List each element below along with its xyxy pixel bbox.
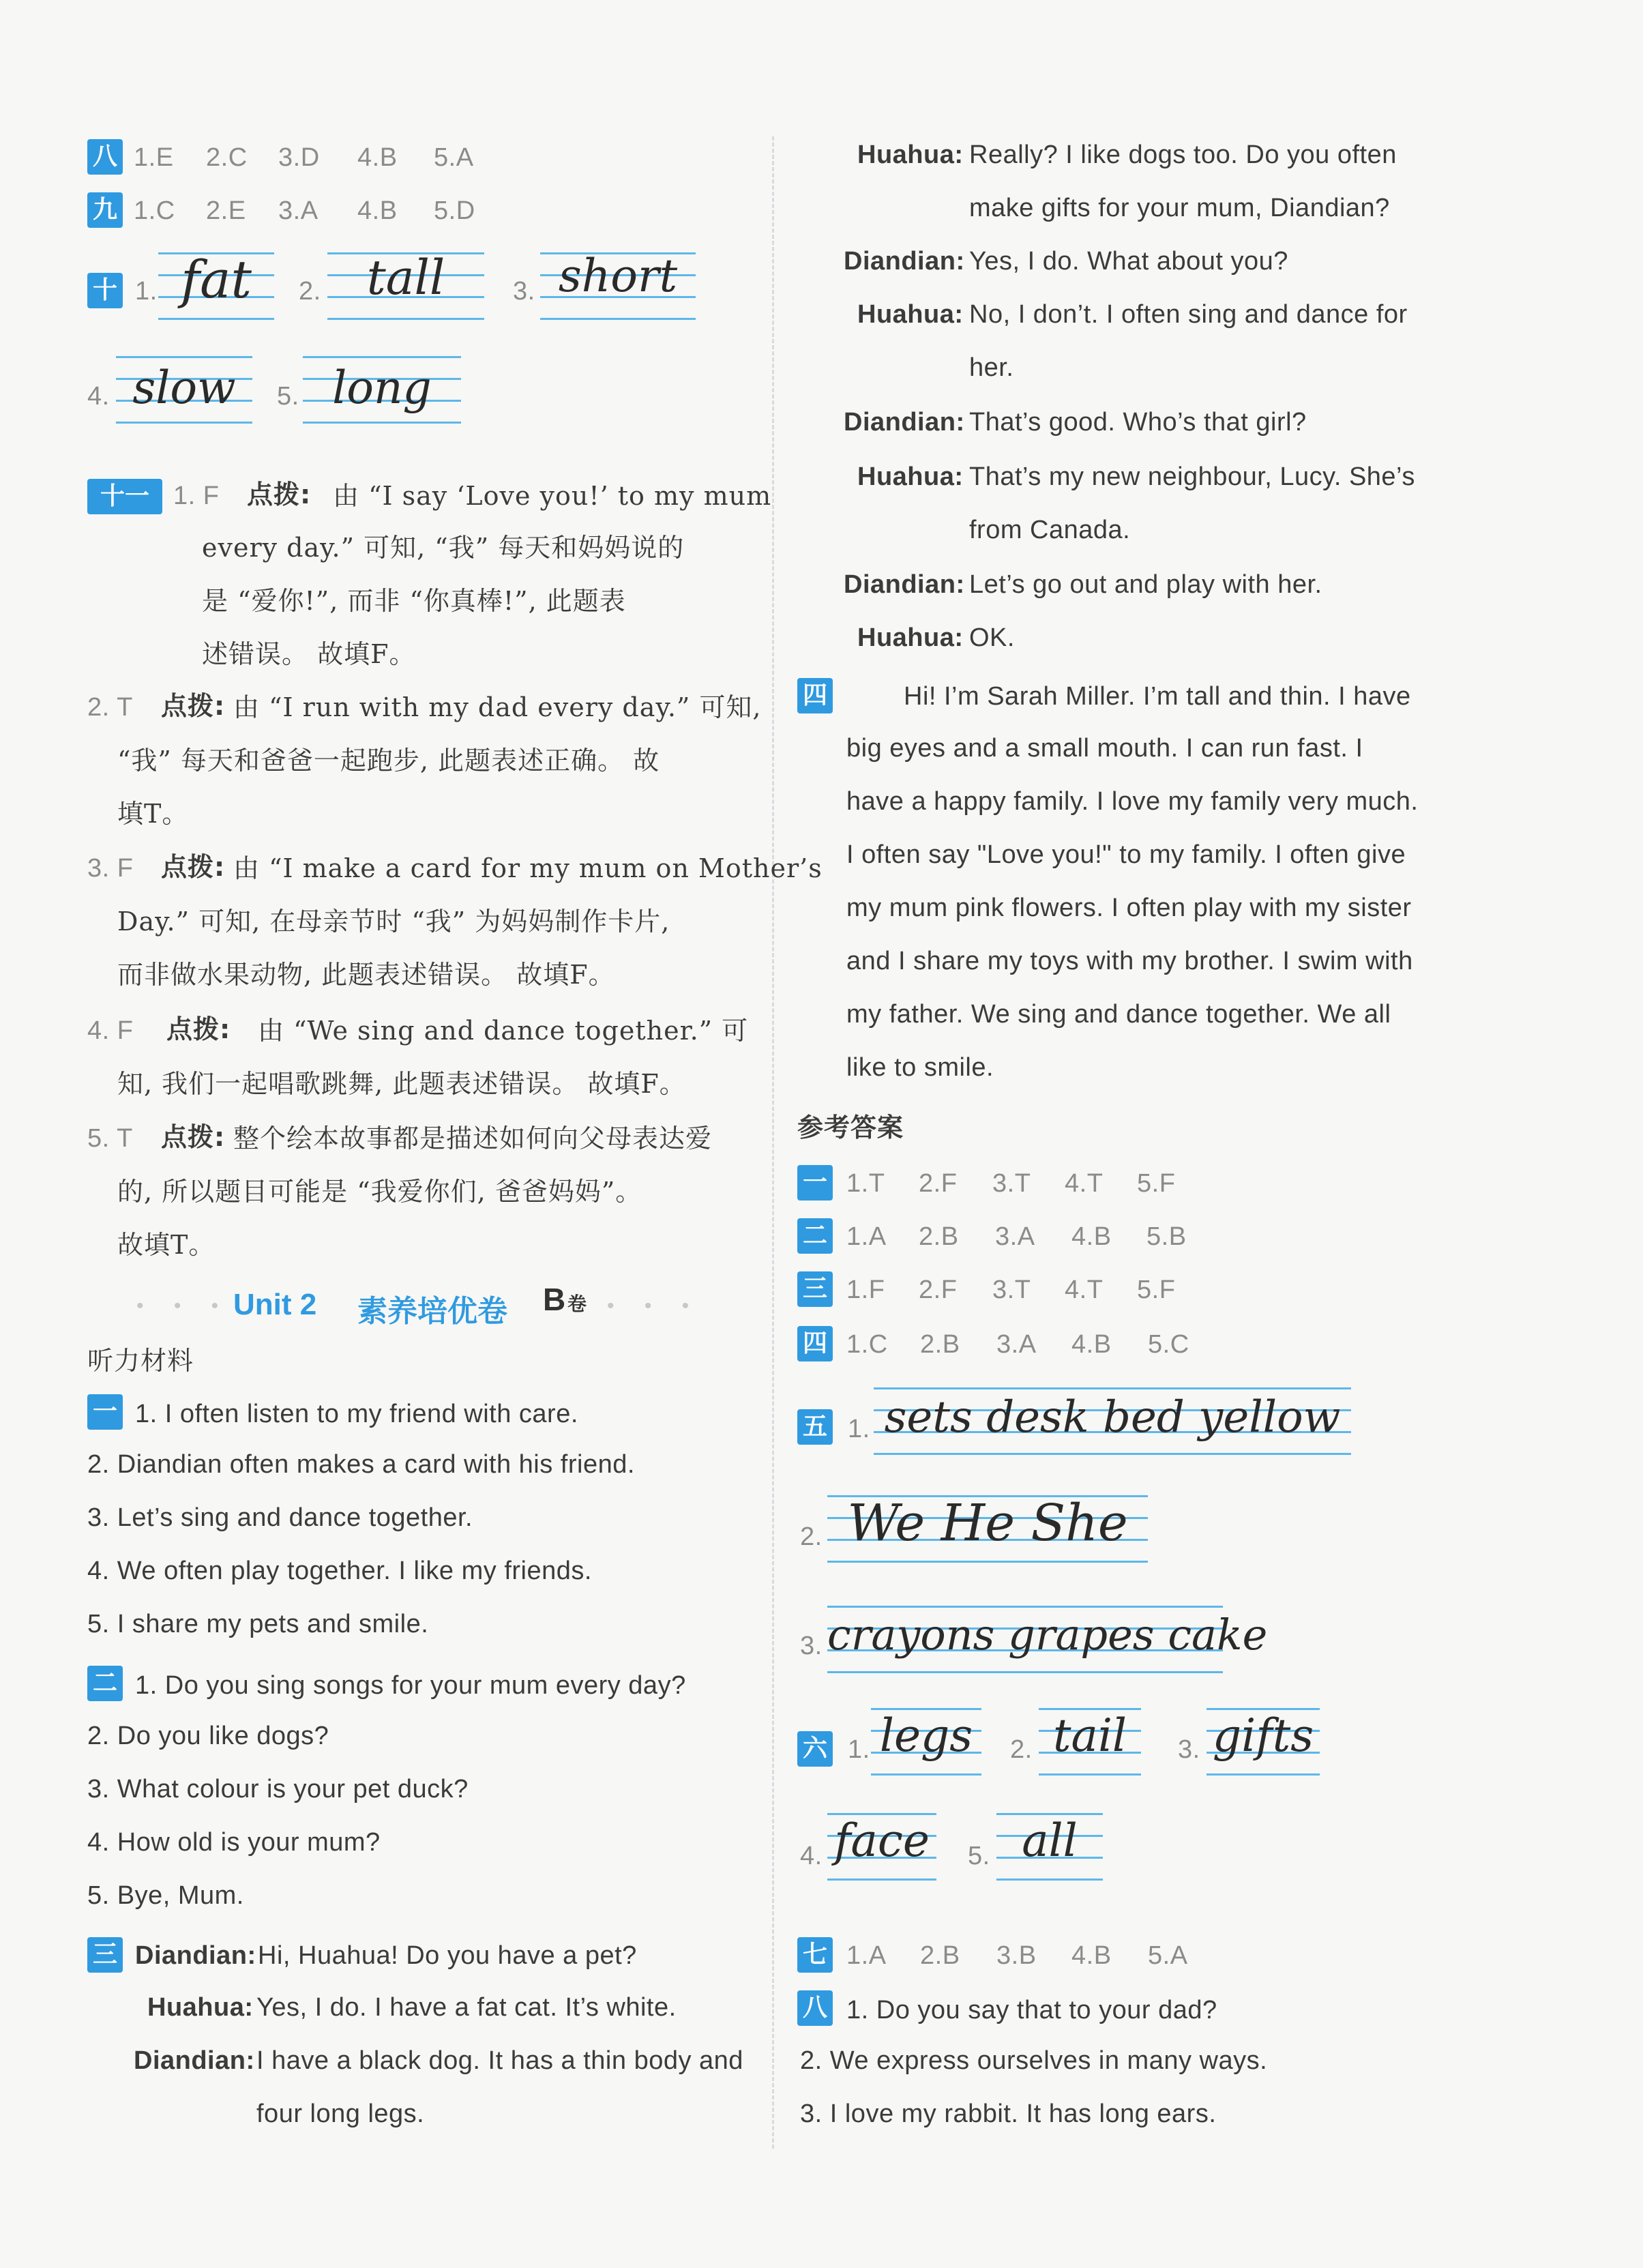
speaker: Diandian:: [134, 2046, 255, 2075]
section-badge: 九: [87, 192, 123, 228]
answer-item: 3.A: [996, 1330, 1037, 1359]
section-badge: 七: [797, 1937, 833, 1973]
handwriting-box: [871, 1703, 981, 1784]
listening-line: 5. I share my pets and smile.: [87, 1610, 429, 1638]
item-number: 3.: [800, 1632, 823, 1660]
answer-item: 2.E: [206, 196, 246, 225]
listening-line: 4. We often play together. I like my friends.: [87, 1557, 592, 1585]
answer-item: 4.B: [1071, 1941, 1112, 1970]
dialog-line: OK.: [969, 623, 1015, 652]
dialog-line: Hi, Huahua! Do you have a pet?: [258, 1941, 637, 1970]
answer-sentence: 2. We express ourselves in many ways.: [800, 2046, 1268, 2075]
passage-line: Hi! I’m Sarah Miller. I’m tall and thin. I have: [904, 682, 1411, 711]
handwriting-box: [158, 247, 274, 329]
speaker: Huahua:: [857, 300, 964, 329]
handwritten-answer: sets desk bed yellow: [884, 1392, 1341, 1443]
explanation-line: 填T。: [117, 799, 189, 829]
dialog-line: That’s good. Who’s that girl?: [969, 408, 1307, 437]
section-badge: 一: [87, 1394, 123, 1430]
answer-item: 4.T: [1065, 1169, 1104, 1198]
answer-item: 1.T: [846, 1169, 885, 1198]
answer-number: 1. F: [173, 482, 220, 510]
answer-item: 4.B: [1071, 1330, 1112, 1359]
handwritten-answer: crayons grapes cake: [827, 1610, 1268, 1660]
section-badge: 十一: [87, 479, 162, 514]
answer-item: 4.B: [357, 196, 398, 225]
answer-sentence: 1. Do you say that to your dad?: [846, 1996, 1217, 2024]
explanation-line: 由 “I make a card for my mum on Mother’s: [233, 853, 823, 883]
item-number: 2.: [299, 277, 321, 306]
passage-line: have a happy family. I love my family very much.: [846, 787, 1419, 816]
dialog-line: Yes, I do. What about you?: [969, 247, 1288, 276]
handwritten-answer: tail: [1052, 1709, 1127, 1762]
paper-suffix: 卷: [567, 1293, 588, 1315]
listening-line: 1. Do you sing songs for your mum every day?: [135, 1671, 686, 1700]
answer-item: 2.B: [920, 1941, 960, 1970]
tip-label: 点拨:: [161, 1122, 226, 1152]
listening-line: 3. Let’s sing and dance together.: [87, 1503, 473, 1532]
item-number: 2.: [800, 1522, 823, 1551]
handwriting-box: [996, 1808, 1103, 1889]
answer-item: 1.A: [846, 1941, 887, 1970]
dialog-line: from Canada.: [969, 516, 1131, 544]
answer-item: 1.C: [134, 196, 175, 225]
explanation-line: Day.” 可知, 在母亲节时 “我” 为妈妈制作卡片,: [117, 907, 670, 937]
passage-line: I often say "Love you!" to my family. I often give: [846, 840, 1406, 869]
handwriting-box: [1207, 1703, 1320, 1784]
dialog-line: her.: [969, 353, 1014, 382]
explanation-line: 整个绘本故事都是描述如何向父母表达爱: [233, 1123, 713, 1153]
dialog-line: make gifts for your mum, Diandian?: [969, 194, 1390, 222]
speaker: Diandian:: [844, 247, 965, 276]
answer-item: 5.F: [1137, 1276, 1176, 1304]
decorative-dots: • • •: [136, 1295, 231, 1317]
answer-item: 1.E: [134, 143, 174, 172]
item-number: 1.: [848, 1735, 870, 1764]
speaker: Diandian:: [844, 408, 965, 437]
column-divider: [772, 136, 774, 2149]
answer-item: 4.B: [1071, 1222, 1112, 1251]
answer-item: 3.B: [996, 1941, 1037, 1970]
explanation-line: 由 “I say ‘Love you!’ to my mum: [333, 481, 772, 511]
answer-item: 4.B: [357, 143, 398, 172]
item-number: 1.: [135, 277, 158, 306]
answer-item: 3.D: [278, 143, 320, 172]
section-badge: 四: [797, 678, 833, 713]
handwritten-answer: fat: [181, 249, 252, 310]
answer-item: 2.B: [919, 1222, 959, 1251]
answers-label: 参考答案: [797, 1113, 904, 1143]
section-badge: 二: [87, 1666, 123, 1701]
section-badge: 五: [797, 1409, 833, 1445]
answer-item: 4.T: [1065, 1276, 1104, 1304]
answer-item: 3.T: [992, 1276, 1031, 1304]
answer-item: 3.A: [278, 196, 319, 225]
speaker: Diandian:: [135, 1941, 256, 1970]
handwriting-box: [874, 1382, 1351, 1464]
handwritten-answer: We He She: [847, 1494, 1128, 1552]
listening-line: 3. What colour is your pet duck?: [87, 1775, 469, 1803]
listening-line: 5. Bye, Mum.: [87, 1881, 244, 1910]
answer-number: 3. F: [87, 854, 134, 883]
tip-label: 点拨:: [166, 1014, 231, 1044]
answer-item: 5.C: [1148, 1330, 1189, 1359]
dialog-line: That’s my new neighbour, Lucy. She’s: [969, 462, 1415, 491]
item-number: 3.: [1178, 1735, 1200, 1764]
passage-line: my mum pink flowers. I often play with my sister: [846, 894, 1412, 922]
item-number: 5.: [277, 382, 299, 411]
unit-label: Unit 2: [233, 1288, 317, 1321]
answer-sentence: 3. I love my rabbit. It has long ears.: [800, 2100, 1217, 2128]
handwriting-box: [827, 1490, 1148, 1572]
explanation-line: 述错误。 故填F。: [202, 639, 416, 669]
section-badge: 八: [87, 139, 123, 175]
listening-line: 2. Diandian often makes a card with his friend.: [87, 1450, 635, 1479]
answer-item: 2.C: [206, 143, 248, 172]
section-badge: 一: [797, 1165, 833, 1201]
dialog-line: No, I don’t. I often sing and dance for: [969, 300, 1408, 329]
handwritten-answer: slow: [132, 362, 236, 414]
speaker: Huahua:: [857, 141, 964, 169]
section-badge: 八: [797, 1990, 833, 2026]
explanation-line: 的, 所以题目可能是 “我爱你们, 爸爸妈妈”。: [117, 1177, 642, 1207]
explanation-line: 是 “爱你!”, 而非 “你真棒!”, 此题表: [202, 586, 626, 616]
explanation-line: 由 “I run with my dad every day.” 可知,: [233, 692, 762, 722]
answer-item: 1.F: [846, 1276, 885, 1304]
handwritten-answer: short: [558, 250, 678, 302]
explanation-line: 由 “We sing and dance together.” 可: [258, 1016, 749, 1046]
passage-line: like to smile.: [846, 1053, 994, 1082]
answer-item: 1.C: [846, 1330, 888, 1359]
handwritten-answer: tall: [366, 250, 445, 306]
section-badge: 四: [797, 1326, 833, 1361]
answer-item: 5.F: [1137, 1169, 1176, 1198]
listening-line: 4. How old is your mum?: [87, 1828, 381, 1857]
tip-label: 点拨:: [161, 691, 226, 721]
item-number: 5.: [968, 1842, 990, 1870]
passage-line: big eyes and a small mouth. I can run fast. I: [846, 734, 1363, 763]
listening-line: 2. Do you like dogs?: [87, 1722, 329, 1750]
handwriting-box: [540, 247, 696, 329]
handwritten-answer: long: [332, 362, 432, 414]
item-number: 2.: [1010, 1735, 1033, 1764]
listening-line: 1. I often listen to my friend with care.: [135, 1400, 578, 1428]
item-number: 3.: [513, 277, 535, 306]
explanation-line: 知, 我们一起唱歌跳舞, 此题表述错误。 故填F。: [117, 1069, 686, 1099]
section-badge: 二: [797, 1218, 833, 1254]
dialog-line: Yes, I do. I have a fat cat. It’s white.: [256, 1993, 677, 2022]
answer-item: 5.B: [1146, 1222, 1187, 1251]
section-badge: 三: [797, 1271, 833, 1307]
handwritten-answer: all: [1022, 1814, 1078, 1867]
passage-line: and I share my toys with my brother. I swim with: [846, 947, 1413, 975]
answer-number: 2. T: [87, 693, 133, 722]
speaker: Huahua:: [857, 623, 964, 652]
answer-item: 2.F: [919, 1276, 958, 1304]
section-badge: 六: [797, 1731, 833, 1767]
section-badge: 十: [87, 273, 123, 308]
unit-title: 素养培优卷: [357, 1294, 507, 1329]
answer-item: 3.T: [992, 1169, 1031, 1198]
answer-item: 5.D: [434, 196, 475, 225]
handwritten-answer: legs: [879, 1709, 973, 1762]
tip-label: 点拨:: [161, 852, 226, 882]
answer-item: 1.A: [846, 1222, 887, 1251]
tip-label: 点拨:: [247, 480, 312, 510]
explanation-line: “我” 每天和爸爸一起跑步, 此题表述正确。 故: [117, 746, 660, 776]
answer-item: 2.F: [919, 1169, 958, 1198]
handwriting-box: [827, 1808, 936, 1889]
explanation-line: 故填T。: [117, 1230, 216, 1260]
answer-item: 5.A: [434, 143, 474, 172]
speaker: Diandian:: [844, 570, 965, 599]
explanation-line: every day.” 可知, “我” 每天和妈妈说的: [202, 533, 685, 563]
paper-letter: B: [543, 1282, 566, 1317]
item-number: 4.: [800, 1842, 823, 1870]
dialog-line: Really? I like dogs too. Do you often: [969, 141, 1397, 169]
speaker: Huahua:: [857, 462, 964, 491]
section-badge: 三: [87, 1937, 123, 1973]
handwriting-box: [303, 351, 461, 432]
answer-item: 2.B: [920, 1330, 960, 1359]
passage-line: my father. We sing and dance together. We all: [846, 1000, 1391, 1029]
listening-label: 听力材料: [87, 1346, 194, 1376]
answer-item: 3.A: [995, 1222, 1035, 1251]
dialog-line: Let’s go out and play with her.: [969, 570, 1322, 599]
handwritten-answer: face: [834, 1814, 930, 1867]
item-number: 4.: [87, 382, 110, 411]
handwriting-box: [116, 351, 252, 432]
handwritten-answer: gifts: [1212, 1709, 1314, 1762]
answer-number: 4. F: [87, 1016, 134, 1045]
explanation-line: 而非做水果动物, 此题表述错误。 故填F。: [117, 960, 615, 990]
handwriting-box: [1039, 1703, 1141, 1784]
item-number: 1.: [848, 1415, 870, 1443]
answer-number: 5. T: [87, 1124, 133, 1153]
handwriting-box: [327, 247, 484, 329]
dialog-line: I have a black dog. It has a thin body and: [256, 2046, 743, 2075]
handwriting-box: [827, 1600, 1268, 1682]
speaker: Huahua:: [147, 1993, 254, 2022]
dialog-line: four long legs.: [256, 2100, 425, 2128]
answer-item: 5.A: [1148, 1941, 1188, 1970]
decorative-dots: • • •: [607, 1295, 702, 1317]
